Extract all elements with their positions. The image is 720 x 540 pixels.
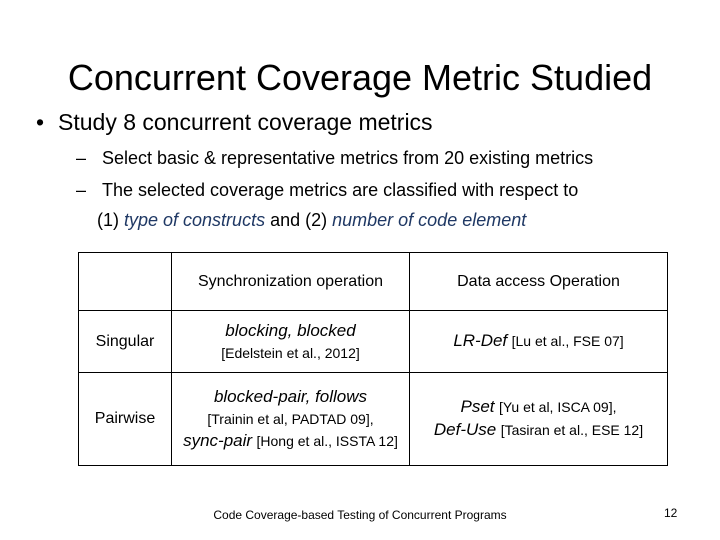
table-row [79,373,668,466]
row-label-pairwise: Pairwise [79,373,172,466]
table-corner-cell [79,253,172,311]
dash-icon: – [76,180,87,200]
criteria-1: type of constructs [124,210,266,230]
cell-pairwise-data [410,373,668,466]
cite-lu: [Lu et al., FSE 07] [511,333,624,349]
sub-bullet-1 [76,146,593,170]
dash-icon: – [76,148,87,168]
criteria-prefix: (1) [97,210,124,230]
row-label-singular: Singular [79,311,172,373]
main-bullet-text: Study 8 concurrent coverage metrics [58,109,433,135]
criteria-connector: and (2) [265,210,333,230]
slide-title [0,58,720,98]
cell-pairwise-sync [172,373,410,466]
metric-def-use: Def-Use [433,420,497,439]
metric-sync-pair: sync-pair [183,430,253,450]
page-number: 12 [664,506,678,520]
sub-bullet-1-text: Select basic & representative metrics from 20 existing metrics [102,148,594,168]
cite-trainin: [Trainin et al, PADTAD 09], [207,410,374,427]
metrics-table [78,252,668,466]
table-header-row [79,253,668,311]
metric-lr-def: LR-Def [453,331,508,350]
table-row [79,311,668,373]
metric-blocked-pair: blocked-pair, follows [213,386,368,406]
slide-footer: Code Coverage-based Testing of Concurrent Programs [213,508,507,522]
criteria-2: number of code element [332,210,527,230]
main-bullet [36,108,433,136]
cite-hong: [Hong et al., ISSTA 12] [256,432,398,449]
cite-tasiran: [Tasiran et al., ESE 12] [500,422,644,438]
cite-edelstein: [Edelstein et al., 2012] [221,344,360,361]
cite-yu: [Yu et al, ISCA 09], [498,399,617,415]
cell-singular-data [410,311,668,373]
metric-pset: Pset [460,397,495,416]
criteria-line [97,208,526,232]
header-data: Data access Operation [410,253,668,311]
sub-bullet-2-text: The selected coverage metrics are classified with respect to [102,180,579,200]
header-sync: Synchronization operation [172,253,410,311]
slide-title-text: Concurrent Coverage Metric Studied [67,57,653,98]
sub-bullet-2 [76,178,578,202]
bullet-dot-icon: • [36,109,45,135]
metric-blocking: blocking, blocked [225,320,356,340]
cell-singular-sync [172,311,410,373]
